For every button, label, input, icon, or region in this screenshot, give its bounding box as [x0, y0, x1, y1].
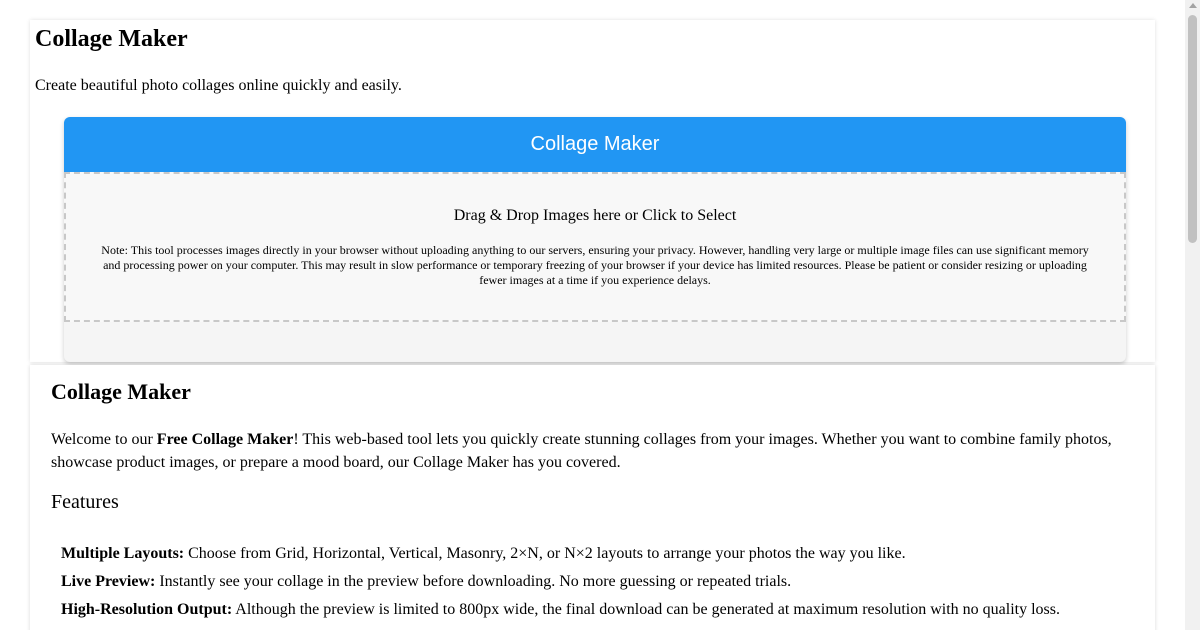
intro-bold: Free Collage Maker — [156, 431, 294, 448]
feature-text: Instantly see your collage in the preview before downloading. No more guessing or repeated trials. — [155, 573, 792, 590]
vertical-scrollbar[interactable] — [1185, 0, 1200, 630]
intro-suffix: ! This web-based tool lets you quickly create stunning collages from your images. Whether you want to combine family photos, showcase product images, or prepare a mood board, our Collage Maker has you covered. — [51, 431, 1112, 471]
collage-tool — [64, 117, 1126, 362]
article — [30, 365, 1155, 630]
article-intro — [51, 428, 1131, 474]
header-card — [30, 20, 1155, 362]
page-title: Collage Maker — [35, 26, 188, 52]
feature-label: Live Preview: — [61, 573, 156, 590]
feature-item — [61, 542, 1060, 570]
drop-zone-label: Drag & Drop Images here or Click to Select — [453, 207, 737, 224]
article-title: Collage Maker — [51, 379, 191, 404]
features-heading: Features — [51, 491, 119, 513]
image-drop-zone[interactable] — [64, 172, 1126, 322]
feature-text: Although the preview is limited to 800px wide, the final download can be generated at maximum resolution with no quality loss. — [232, 601, 1060, 618]
scroll-up-arrow-icon[interactable] — [1189, 3, 1197, 8]
privacy-note: Note: This tool processes images directly in your browser without uploading anything to our servers, ensuring your privacy. However, handling very large or multiple image files can use significant memory and processing power on your computer. This may result in slow performance or temporary freezing of your browser if your device has limited resources. Please be patient or consider resizing or uploading fewer images at a time if you experience delays. — [101, 243, 1089, 287]
feature-item — [61, 570, 1060, 598]
feature-text: Choose from Grid, Horizontal, Vertical, Masonry, 2×N, or N×2 layouts to arrange your photos the way you like. — [184, 545, 906, 562]
feature-label: Multiple Layouts: — [61, 545, 185, 562]
feature-label: High-Resolution Output: — [61, 601, 233, 618]
intro-prefix: Welcome to our — [51, 431, 157, 448]
feature-item — [61, 598, 1060, 626]
features-list — [61, 542, 1060, 626]
tool-header: Collage Maker — [64, 117, 1126, 172]
page-description: Create beautiful photo collages online quickly and easily. — [35, 77, 402, 94]
scrollbar-thumb[interactable] — [1188, 15, 1197, 243]
